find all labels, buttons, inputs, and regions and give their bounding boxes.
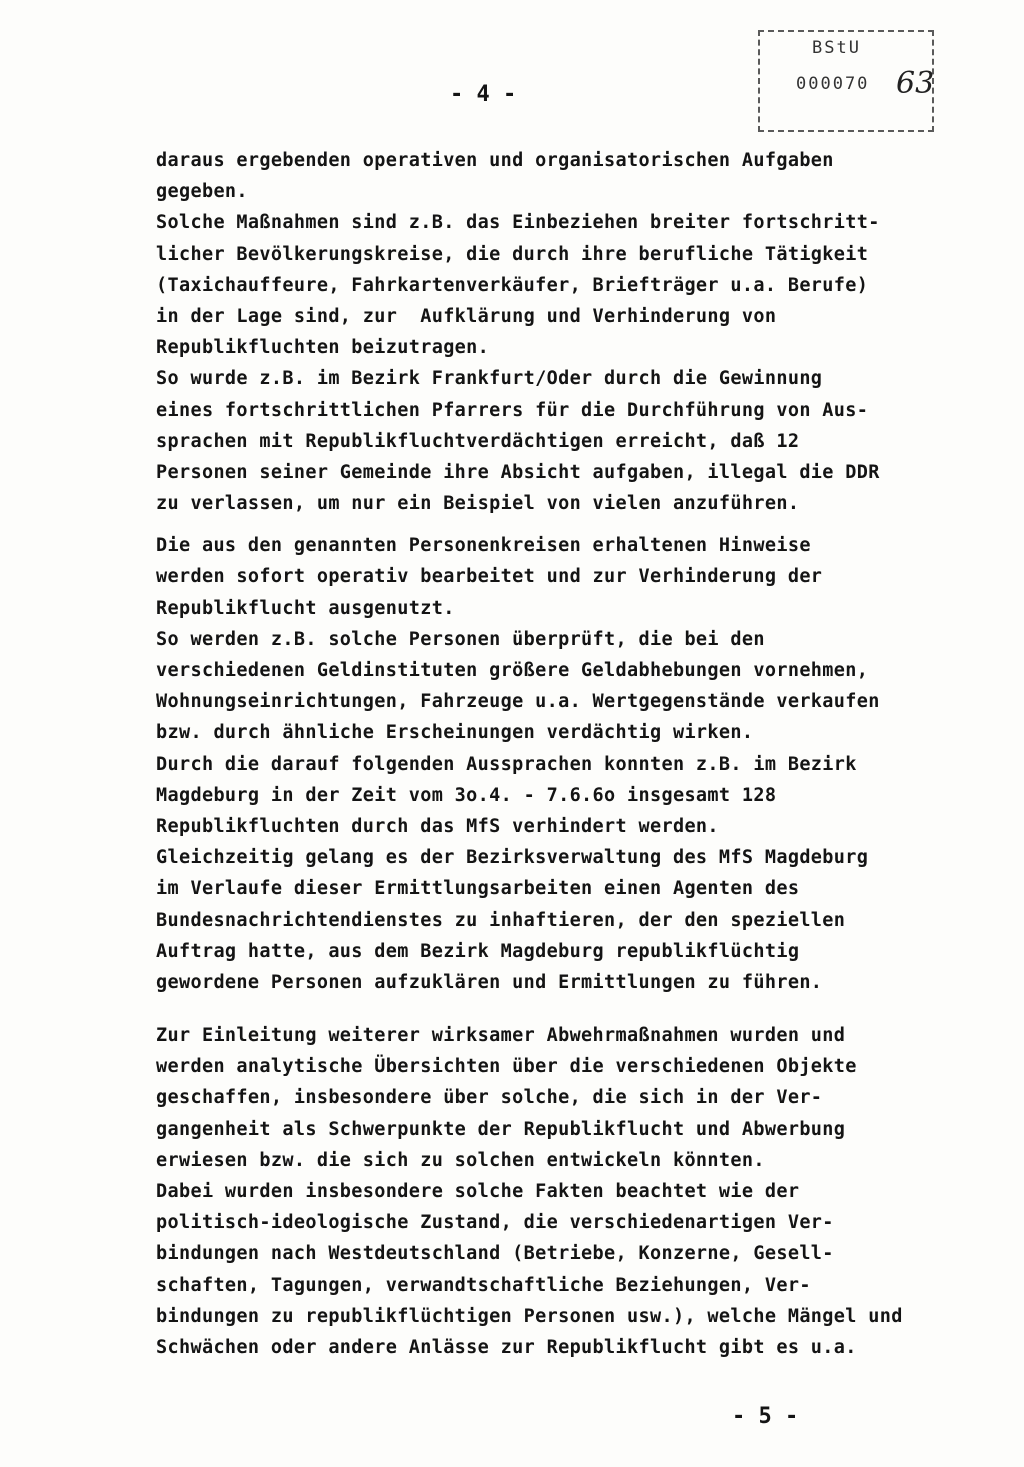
paragraph — [156, 530, 996, 998]
archive-stamp — [758, 30, 934, 132]
text-line: daraus ergebenden operativen und organisatorischen Aufgaben — [156, 150, 834, 171]
stamp-handwritten-number: 63 — [896, 66, 935, 101]
text-line: (Taxichauffeure, Fahrkartenverkäufer, Briefträger u.a. Berufe) — [156, 274, 869, 296]
text-line: verschiedenen Geldinstituten größere Geldabhebungen vornehmen, — [156, 660, 869, 681]
text-line: zu verlassen, um nur ein Beispiel von vielen anzuführen. — [156, 493, 800, 515]
text-line: Dabei wurden insbesondere solche Fakten beachtet wie der — [156, 1181, 800, 1202]
text-line: in der Lage sind, zur Aufklärung und Verhinderung von — [156, 305, 777, 327]
text-line: Republikfluchten durch das MfS verhindert werden. — [156, 815, 719, 837]
page-number-bottom: - 5 - — [732, 1404, 799, 1429]
text-line: So wurde z.B. im Bezirk Frankfurt/Oder durch die Gewinnung — [156, 368, 823, 390]
text-line: Solche Maßnahmen sind z.B. das Einbeziehen breiter fortschritt- — [156, 212, 880, 234]
text-line: bzw. durch ähnliche Erscheinungen verdächtig wirken. — [156, 722, 754, 744]
text-line: licher Bevölkerungskreise, die durch ihre berufliche Tätigkeit — [156, 243, 869, 265]
text-line: So werden z.B. solche Personen überprüft, die bei den — [156, 628, 765, 650]
text-line: im Verlaufe dieser Ermittlungsarbeiten einen Agenten des — [156, 878, 800, 900]
text-line: Bundesnachrichtendienstes zu inhaftieren, der den speziellen — [156, 909, 846, 931]
text-line: werden sofort operativ bearbeitet und zur Verhinderung der — [156, 566, 823, 588]
text-line: geschaffen, insbesondere über solche, die sich in der Ver- — [156, 1087, 823, 1109]
text-line: Personen seiner Gemeinde ihre Absicht aufgaben, illegal die DDR — [156, 461, 880, 483]
paragraph-gap — [156, 519, 996, 530]
text-line: Die aus den genannten Personenkreisen erhaltenen Hinweise — [156, 535, 811, 557]
text-line: Gleichzeitig gelang es der Bezirksverwaltung des MfS Magdeburg — [156, 847, 869, 869]
stamp-archive-number: 000070 — [796, 74, 870, 94]
stamp-archive-label: BStU — [812, 38, 861, 58]
paragraph — [156, 145, 996, 519]
text-line: Wohnungseinrichtungen, Fahrzeuge u.a. Wertgegenstände verkaufen — [156, 691, 880, 713]
text-line: Schwächen oder andere Anlässe zur Republikflucht gibt es u.a. — [156, 1336, 857, 1358]
text-line: werden analytische Übersichten über die verschiedenen Objekte — [156, 1056, 857, 1078]
document-body — [156, 145, 996, 1363]
text-line: Republikfluchten beizutragen. — [156, 337, 490, 359]
text-line: gegeben. — [156, 181, 248, 203]
text-line: gewordene Personen aufzuklären und Ermittlungen zu führen. — [156, 971, 823, 993]
paragraph-gap — [156, 998, 996, 1020]
paragraph — [156, 1020, 996, 1363]
text-line: Magdeburg in der Zeit vom 3o.4. - 7.6.6o insgesamt 128 — [156, 784, 777, 806]
text-line: Auftrag hatte, aus dem Bezirk Magdeburg republikflüchtig — [156, 940, 800, 962]
text-line: erwiesen bzw. die sich zu solchen entwickeln könnten. — [156, 1149, 765, 1171]
text-line: Republikflucht ausgenutzt. — [156, 597, 455, 619]
text-line: bindungen nach Westdeutschland (Betriebe, Konzerne, Gesell- — [156, 1243, 834, 1265]
text-line: politisch-ideologische Zustand, die verschiedenartigen Ver- — [156, 1212, 834, 1234]
text-line: gangenheit als Schwerpunkte der Republikflucht und Abwerbung — [156, 1118, 846, 1140]
text-line: schaften, Tagungen, verwandtschaftliche Beziehungen, Ver- — [156, 1274, 811, 1296]
text-line: Durch die darauf folgenden Aussprachen konnten z.B. im Bezirk — [156, 753, 857, 775]
text-line: bindungen zu republikflüchtigen Personen usw.), welche Mängel und — [156, 1305, 903, 1327]
text-line: Zur Einleitung weiterer wirksamer Abwehrmaßnahmen wurden und — [156, 1025, 846, 1047]
text-line: sprachen mit Republikfluchtverdächtigen erreicht, daß 12 — [156, 430, 800, 452]
text-line: eines fortschrittlichen Pfarrers für die Durchführung von Aus- — [156, 399, 869, 421]
page-number-top: - 4 - — [450, 82, 517, 107]
